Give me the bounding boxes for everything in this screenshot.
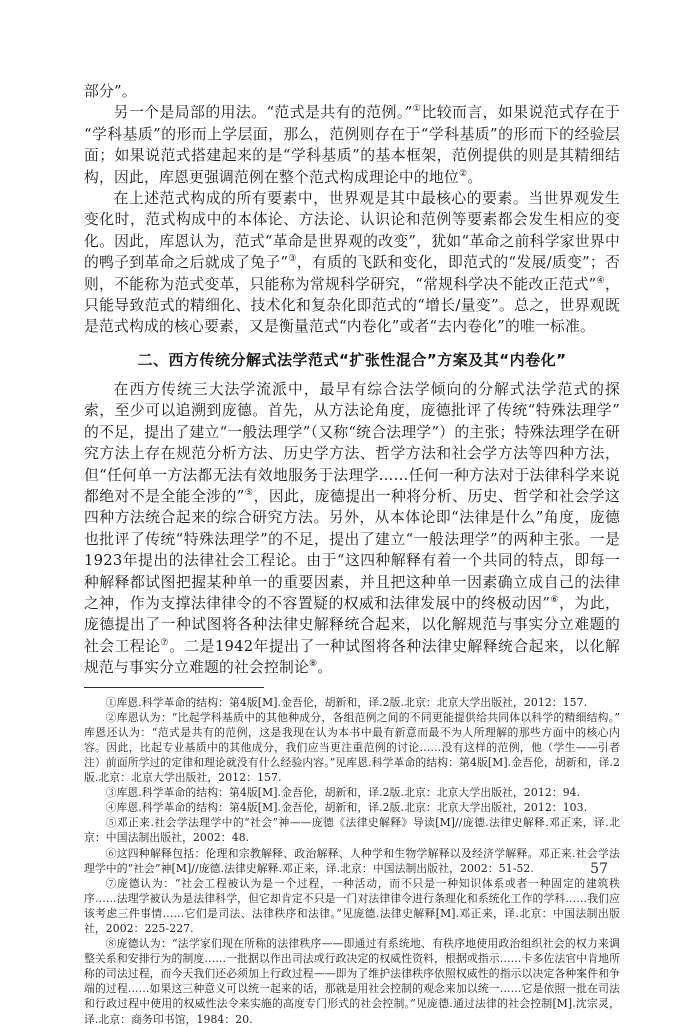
footnote-1: ①库恩.科学革命的结构：第4版[M].金吾伦，胡新和，译.2版.北京：北京大学出版社，2012：157.	[105, 695, 588, 709]
footnote-5: ⑤邓正来.社会学法理学中的“社会”神——庞德《法律史解释》导读[M]//庞德.法律史解释.邓正来，译.北京：中国法制出版社，2002：48.	[84, 816, 620, 845]
body-paragraph-section-intro: 在西方传统三大法学流派中，最早有综合法学倾向的分解式法学范式的探索，至少可以追溯到庞德。首先，从方法论角度，庞德批评了传统“特殊法理学”的不足，提出了建立“一般法理学”（又称“统合法理学”）的主张；特殊法理学在研究方法上存在规范分析方法、历史学方法、哲学方法和社会学方法等四种方法，但“任何单一方法都无法有效地服务于法理学……任何一种方法对于法律科学来说都绝对不是全能全涉的”⑤，因此，庞德提出一种将分析、历史、哲学和社会学这四种方法统合起来的综合研究方法。另外，从本体论即“法律是什么”角度，庞德也批评了传统“特殊法理学”的不足，提出了建立“一般法理学”的两种主张。一是1923年提出的法律社会工程论。由于“这四种解释有着一个共同的特点，即每一种解释都试图把握某种单一的重要因素，并且把这种单一因素确立成自己的法律之神，作为支撑法律律令的不容置疑的权威和法律发展中的终极动因”⑥，为此，庞德提出了一种试图将各种法律史解释统合起来，以化解规范与事实分立难题的社会工程论⑦。二是1942年提出了一种试图将各种法律史解释统合起来，以化解规范与事实分立难题的社会控制论⑧。	[84, 380, 620, 677]
footnote-separator	[84, 687, 264, 688]
footnote-4: ④库恩.科学革命的结构：第4版[M].金吾伦，胡新和，译.2版.北京：北京大学出版社，2012：103.	[105, 801, 588, 815]
footnote-6: ⑥这四种解释包括：伦理和宗教解释、政治解释、人种学和生物学解释以及经济学解释。邓正来.社会学法理学中的“社会”神[M]//庞德.法律史解释.邓正来，译.北京：中国法制出版社，2002：51-52.	[84, 846, 620, 875]
page-number: 57	[590, 861, 608, 877]
section-heading: 二、西方传统分解式法学范式“扩张性混合”方案及其“内卷化”	[137, 350, 567, 369]
body-paragraph-local-usage: 另一个是局部的用法。“范式是共有的范例。”①比较而言，如果说范式存在于“学科基质”的形而上学层面，那么，范例则存在于“学科基质”的形而下的经验层面；如果说范式搭建起来的是“学科基质”的基本框架，范例提供的则是其精细结构，因此，库恩更强调范例在整个范式构成理论中的地位②。	[84, 103, 620, 186]
footnote-2: ②库恩认为：“比起学科基质中的其他种成分，各组范例之间的不同更能提供给共同体以科学的精细结构。”库恩还认为：“范式是共有的范例，这是我现在认为本书中最有新意而最不为人所理解的那些方面中的核心内容。因此，比起专业基质中的其他成分，我们应当更注重范例的讨论……没有这样的范例，他（学生——引者注）前面所学过的定律和理论就没有什么经验内容。”见库恩.科学革命的结构：第4版[M].金吾伦，胡新和，译.2版.北京：北京大学出版社，2012：157.	[84, 710, 620, 785]
main-text-block	[84, 81, 620, 1027]
footnote-8: ⑧庞德认为：“法学家们现在所称的法律秩序——即通过有系统地、有秩序地使用政治组织社会的权力来调整关系和安排行为的制度……一批据以作出司法或行政决定的权威性资料，根据或指示……卡多佐法官中肯地所称的司法过程，而今天我们还必须加上行政过程——即为了维护法律秩序依照权威性的指示以决定各种案件和争端的过程……如果这三种意义可以统一起来的话，那就是用社会控制的观念来加以统一……它是依照一批在司法和行政过程中使用的权威性法令来实施的高度专门形式的社会控制。”见庞德.通过法律的社会控制[M].沈宗灵，译.北京：商务印书馆，1984：20.	[84, 937, 620, 1026]
body-paragraph-continuation: 部分”。	[84, 83, 137, 100]
body-paragraph-worldview: 在上述范式构成的所有要素中，世界观是其中最核心的要素。当世界观发生变化时，范式构成中的本体论、方法论、认识论和范例等要素都会发生相应的变化。因此，库恩认为，范式“革命是世界观的改变”，犹如“革命之前科学家世界中的鸭子到革命之后就成了兔子”③，有质的飞跃和变化，即范式的“发展/质变”；否则，不能称为范式变革，只能称为常规科学研究，“常规科学决不能改正范式”④，只能导致范式的精细化、技术化和复杂化即范式的“增长/量变”。总之，世界观既是范式构成的核心要素，又是衡量范式“内卷化”或者“去内卷化”的唯一标准。	[84, 190, 621, 336]
footnote-3: ③库恩.科学革命的结构：第4版[M].金吾伦，胡新和，译.2版.北京：北京大学出版社，2012：94.	[105, 786, 581, 800]
footnotes-block	[84, 695, 620, 1027]
footnote-7: ⑦庞德认为：“社会工程被认为是一个过程，一种活动，而不只是一种知识体系或者一种固定的建筑秩序……法理学被认为是法律科学，但它却肯定不只是一门对法律律令进行条理化和系统化工作的学科……我们应该考虑三件事情……它们是司法、法律秩序和法律。”见庞德.法律史解释[M].邓正来，译.北京：中国法制出版社，2002：225-227.	[84, 876, 620, 935]
